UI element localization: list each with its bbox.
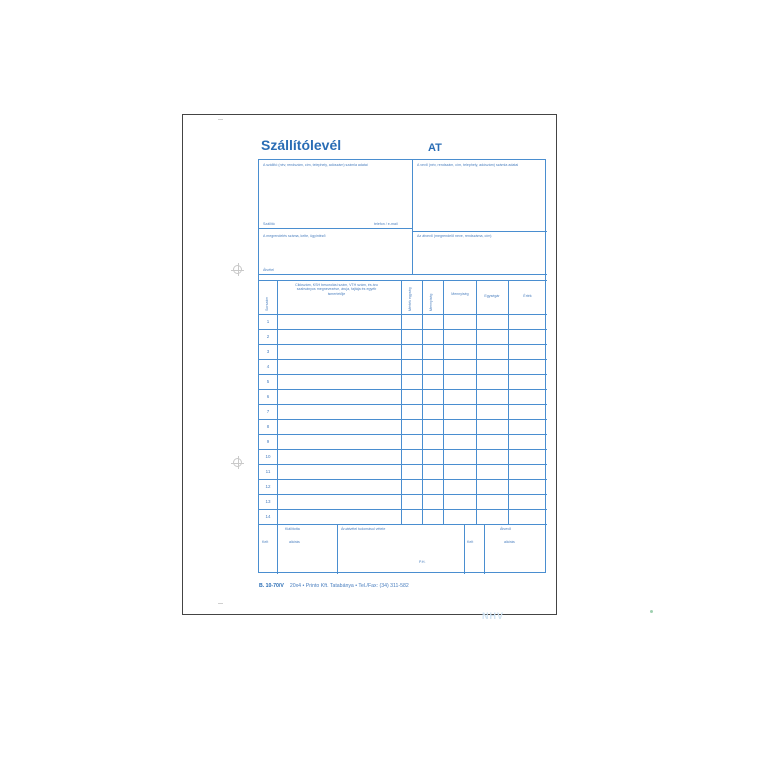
- col-header-total-qty: Mennyiség: [451, 292, 469, 296]
- divider: [484, 524, 485, 574]
- row-line: [259, 329, 547, 330]
- row-number: 10: [265, 454, 271, 459]
- decorative-dot: [650, 610, 653, 613]
- document-code: AT: [428, 142, 442, 154]
- margin-mark: [218, 119, 223, 120]
- punch-hole-top: [233, 265, 242, 274]
- watermark: NHV: [482, 611, 505, 621]
- col-header-description: Cikkszám, KSH besorolási szám, VTH szám, és áru szabványos megnevezése, áruja, fajtája és egyéb ismertetője: [295, 283, 378, 296]
- receiver-label: Átvevő: [500, 527, 511, 531]
- divider: [412, 231, 547, 232]
- order-header: A megrendelés száma, kelte, ügyintéző: [263, 234, 326, 238]
- row-number: 12: [265, 484, 271, 489]
- row-line: [259, 434, 547, 435]
- divider: [259, 274, 547, 275]
- form-footer: [259, 583, 409, 589]
- col-header-unit: Mérték egység: [408, 287, 412, 311]
- row-number: 7: [266, 409, 270, 414]
- supplier-sign-extra: telefon / e-mail: [374, 222, 398, 226]
- col-header-unit-price: Egységár: [484, 294, 500, 298]
- col-header-qty: Mennyiség: [429, 293, 433, 311]
- row-line: [259, 374, 547, 375]
- row-line: [259, 359, 547, 360]
- row-line: [259, 389, 547, 390]
- row-line: [259, 449, 547, 450]
- divider: [464, 524, 465, 574]
- printer-info: 20x4 • Printo Kft. Tatabánya • Tel./Fax: (34) 311-582: [289, 583, 409, 589]
- divider: [259, 314, 547, 315]
- supplier-header: A szállító (név, rendszám, cím, telephely, adószám) számla adatai: [263, 163, 368, 167]
- row-number: 5: [266, 379, 270, 384]
- col-line: [277, 280, 278, 524]
- issued-label: Kiállította: [285, 527, 300, 531]
- date-label: Kelt: [262, 540, 269, 544]
- row-line: [259, 344, 547, 345]
- row-line: [259, 419, 547, 420]
- row-number: 1: [266, 319, 270, 324]
- delivery-note-sheet: [182, 114, 557, 615]
- stamp-label: P.H.: [419, 560, 426, 564]
- col-line: [401, 280, 402, 524]
- col-line: [422, 280, 423, 524]
- row-number: 6: [266, 394, 270, 399]
- date2-label: Kelt: [467, 540, 474, 544]
- buyer-header: A vevő (név, rendszám, cím, telephely, adószám) számla adatai: [417, 163, 519, 167]
- row-number: 2: [266, 334, 270, 339]
- form-code: B. 10-70/V: [259, 583, 284, 589]
- row-number: 13: [265, 499, 271, 504]
- received-label: Áruátvétel tudomásul vétele: [341, 527, 386, 531]
- row-line: [259, 464, 547, 465]
- supplier-sign-label: Szállító: [263, 222, 275, 226]
- row-line: [259, 494, 547, 495]
- divider: [259, 524, 547, 525]
- col-header-value: Érték: [523, 294, 532, 298]
- signature-label: aláírás: [289, 540, 300, 544]
- divider: [277, 524, 278, 574]
- punch-hole-bottom: [233, 458, 242, 467]
- row-number: 14: [265, 514, 271, 519]
- document-title: Szállítólevél: [261, 137, 342, 153]
- signature2-label: aláírás: [504, 540, 515, 544]
- row-number: 3: [266, 349, 270, 354]
- row-number: 8: [266, 424, 270, 429]
- divider: [412, 160, 413, 274]
- row-line: [259, 509, 547, 510]
- row-number: 4: [266, 364, 270, 369]
- col-header-no: Sorszám: [265, 296, 269, 311]
- divider: [259, 228, 412, 229]
- col-line: [476, 280, 477, 524]
- row-number: 9: [266, 439, 270, 444]
- col-line: [443, 280, 444, 524]
- row-line: [259, 404, 547, 405]
- divider: [259, 280, 547, 281]
- receipt-label: Átvétel: [263, 268, 274, 272]
- col-line: [508, 280, 509, 524]
- row-number: 11: [265, 469, 271, 474]
- recipient-header: Az átvevő (megrendelő neve, rendszáma, cím): [417, 234, 492, 238]
- margin-mark: [218, 603, 223, 604]
- divider: [337, 524, 338, 574]
- row-line: [259, 479, 547, 480]
- form-frame: [258, 159, 546, 573]
